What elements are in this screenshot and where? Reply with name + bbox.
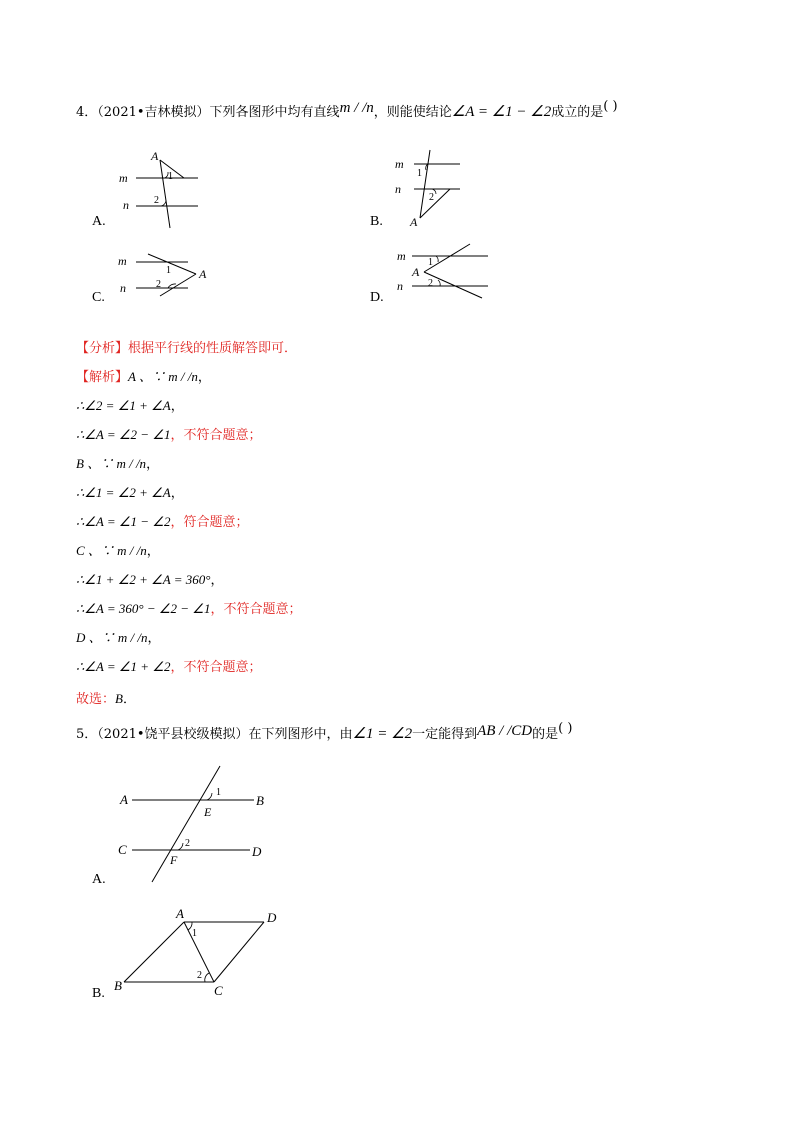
svg-text:B: B [114,978,122,993]
solution-line-10: D 、∵ m / /n， [76,630,161,646]
svg-text:A: A [410,215,418,229]
q5-figure-b [112,906,292,998]
svg-text:n: n [397,279,403,293]
solution-line-6: ∴∠A = ∠1 − ∠2，符合题意； [76,514,249,530]
svg-text:m: m [397,249,406,263]
svg-text:2: 2 [429,192,434,203]
q4-figure-d [392,240,502,312]
q4-conclusion: ∠A = ∠1 − ∠2 [451,104,552,120]
solution-line-4: B 、∵ m / /n， [76,456,160,472]
q4-figure-a [108,148,208,230]
q4-number: 4． [76,105,98,120]
q5-source: （2021•饶平县校级模拟） [97,727,249,742]
q5-conclusion: AB / /CD [477,723,533,739]
answer-line: 故选：B． [76,691,136,707]
svg-text:1: 1 [166,265,171,276]
svg-text:2: 2 [154,195,159,206]
svg-text:C: C [214,983,223,998]
svg-text:A: A [151,149,159,163]
svg-text:1: 1 [192,928,197,939]
answer-label: 故选： [76,692,116,707]
q4-figure-b [390,148,490,230]
option-c-label: C. [92,290,105,305]
svg-text:2: 2 [156,279,161,290]
option-d-label: D. [370,290,384,305]
svg-text:E: E [204,805,212,819]
q5-figure-a [112,764,282,888]
analysis-line: 【分析】根据平行线的性质解答即可． [76,341,298,356]
answer-parentheses: ( ) [558,721,573,736]
svg-text:B: B [256,793,264,808]
svg-text:1: 1 [168,171,173,182]
svg-text:F: F [170,853,178,867]
svg-text:1: 1 [428,257,433,268]
option-a-label: A. [92,214,106,229]
svg-text:C: C [118,842,127,857]
svg-text:m: m [119,171,128,185]
solution-line-1: 【解析】A 、∵ m / /n， [76,369,211,385]
solution-line-7: C 、∵ m / /n， [76,543,160,559]
analysis-tag: 【分析】 [76,341,129,356]
q5-condition: ∠1 = ∠2 [352,726,413,742]
svg-text:m: m [118,254,127,268]
q5-stem: 5．（2021•饶平县校级模拟）在下列图形中，由∠1 = ∠2一定能得到AB / /CD的是( ) [76,721,573,742]
svg-text:D: D [267,910,277,925]
q4-figure-c [108,248,218,308]
svg-text:n: n [123,198,129,212]
solution-tag: 【解析】 [76,370,129,385]
solution-line-5: ∴∠1 = ∠2 + ∠A， [76,485,184,501]
svg-text:n: n [120,281,126,295]
svg-text:A: A [412,265,420,279]
svg-text:2: 2 [197,970,202,981]
q5-option-a-label: A. [92,872,106,887]
solution-line-11: ∴∠A = ∠1 + ∠2，不符合题意； [76,659,262,675]
svg-text:A: A [120,792,128,807]
svg-text:A: A [199,267,207,281]
answer-value: B [115,691,123,706]
svg-text:D: D [252,844,262,859]
svg-text:2: 2 [428,278,433,289]
svg-text:A: A [176,906,184,921]
q5-option-b-label: B. [92,986,105,1001]
svg-text:1: 1 [417,168,422,179]
solution-line-2: ∴∠2 = ∠1 + ∠A， [76,398,184,414]
q5-number: 5． [76,727,98,742]
svg-text:n: n [395,182,401,196]
solution-line-9: ∴∠A = 360° − ∠2 − ∠1，不符合题意； [76,601,302,617]
option-b-label: B. [370,214,383,229]
answer-parentheses: ( ) [603,99,618,114]
solution-line-3: ∴∠A = ∠2 − ∠1，不符合题意； [76,427,262,443]
q4-source: （2021•吉林模拟） [97,105,210,120]
svg-text:1: 1 [216,787,221,798]
q4-condition: m / /n [339,100,374,116]
solution-line-8: ∴∠1 + ∠2 + ∠A = 360°， [76,572,224,588]
svg-text:m: m [395,157,404,171]
q4-stem: 4．（2021•吉林模拟）下列各图形中均有直线m / /n，则能使结论∠A = ∠1 − ∠2成立的是( ) [76,99,618,120]
svg-text:2: 2 [185,838,190,849]
